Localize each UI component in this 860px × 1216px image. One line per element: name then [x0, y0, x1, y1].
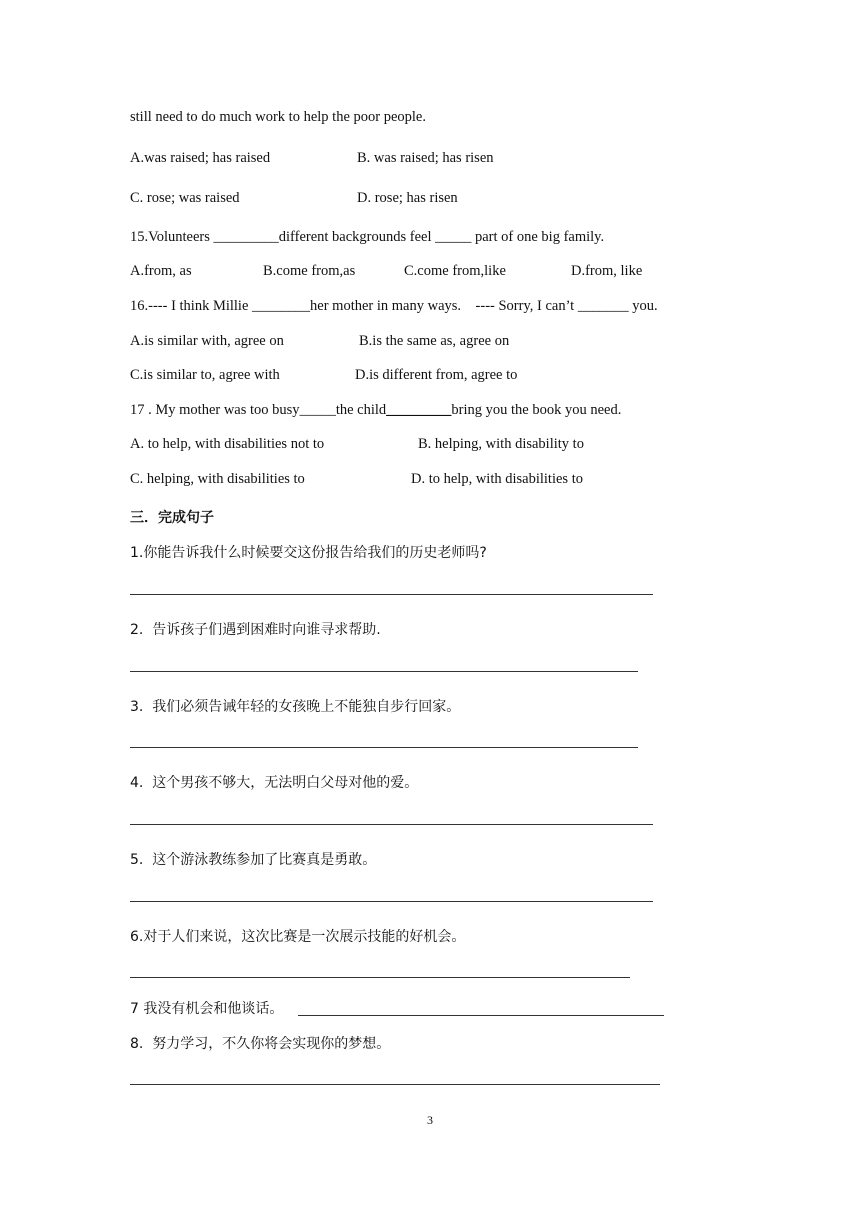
sentence-7: 7 我没有机会和他谈话。 [130, 1001, 284, 1017]
q15-option-c: C.come from,like [404, 263, 506, 279]
q15-option-b: B.come from,as [263, 263, 356, 279]
sentence-3: 3. 我们必须告诫年轻的女孩晚上不能独自步行回家。 [130, 699, 461, 715]
q17-option-b: B. helping, with disability to [418, 436, 584, 452]
section-heading: 三．完成句子 [130, 510, 214, 526]
q16-option-a: A.is similar with, agree on [130, 333, 284, 349]
sentence-6: 6.对于人们来说，这次比赛是一次展示技能的好机会。 [130, 929, 466, 945]
q16-option-c: C.is similar to, agree with [130, 367, 280, 383]
answer-line-6 [130, 977, 630, 978]
q15-question: 15.Volunteers _________different backgrounds feel _____ part of one big family. [130, 229, 605, 245]
q16-question: 16.---- I think Millie ________her mother in many ways. ---- Sorry, I can’t _______ you. [130, 298, 658, 314]
q17-option-a: A. to help, with disabilities not to [130, 436, 325, 452]
q17-option-c: C. helping, with disabilities to [130, 471, 305, 487]
q15-option-d: D.from, like [571, 263, 643, 279]
sentence-2: 2. 告诉孩子们遇到困难时向谁寻求帮助. [130, 622, 381, 638]
sentence-1: 1.你能告诉我什么时候要交这份报告给我们的历史老师吗? [130, 545, 487, 561]
answer-line-8 [130, 1084, 660, 1085]
q16-option-b: B.is the same as, agree on [359, 333, 510, 349]
q15-option-a: A.from, as [130, 263, 192, 279]
q17-option-d: D. to help, with disabilities to [411, 471, 583, 487]
answer-line-3 [130, 747, 638, 748]
q14-tail: still need to do much work to help the poor people. [130, 109, 426, 125]
q17-question: 17 . My mother was too busy_____the child_________bring you the book you need. [130, 402, 622, 418]
q14-option-a: A.was raised; has raised [130, 150, 271, 166]
sentence-8: 8. 努力学习，不久你将会实现你的梦想。 [130, 1036, 391, 1052]
q16-option-d: D.is different from, agree to [355, 367, 518, 383]
q14-option-d: D. rose; has risen [357, 190, 458, 206]
answer-line-7 [298, 1015, 664, 1016]
page-number: 3 [427, 1113, 433, 1127]
answer-line-4 [130, 824, 653, 825]
answer-line-1 [130, 594, 653, 595]
answer-line-2 [130, 671, 638, 672]
sentence-4: 4. 这个男孩不够大，无法明白父母对他的爱。 [130, 775, 419, 791]
answer-line-5 [130, 901, 653, 902]
sentence-5: 5. 这个游泳教练参加了比赛真是勇敢。 [130, 852, 377, 868]
q14-option-c: C. rose; was raised [130, 190, 240, 206]
q14-option-b: B. was raised; has risen [357, 150, 494, 166]
